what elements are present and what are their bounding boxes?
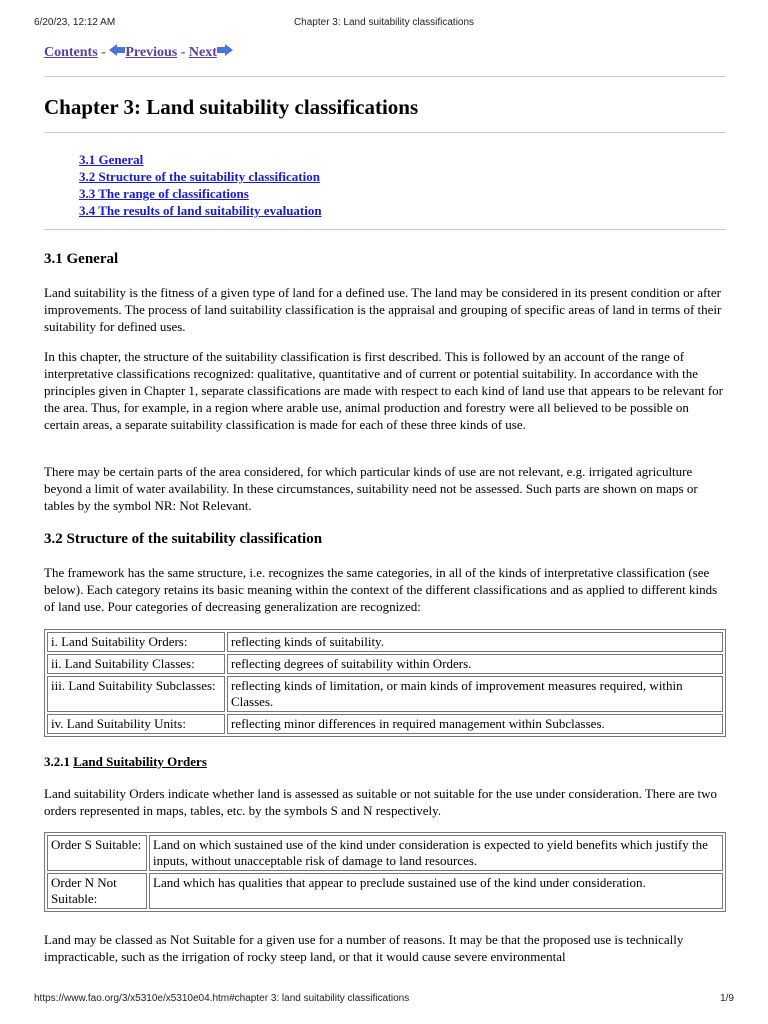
paragraph: There may be certain parts of the area considered, for which particular kinds of use are not relevant, e.g. irrigated agriculture beyond a limit of water availability. In these circumstances, suitability need not be assessed. Such parts are shown on maps or tables by the symbol NR: Not Relevant. — [44, 464, 698, 513]
next-link[interactable]: Next — [188, 45, 217, 61]
table-row — [47, 714, 723, 734]
nav-separator: - — [101, 45, 106, 61]
toc-link-results[interactable]: 3.4 The results of land suitability evaluation — [79, 203, 322, 218]
table-row — [47, 632, 723, 652]
print-page-number: 1/9 — [720, 993, 734, 1004]
order-term: Order N Not Suitable: — [47, 873, 147, 909]
paragraph: Land suitability Orders indicate whether land is assessed as suitable or not suitable for the use under consideration. There are two orders represented in maps, tables, etc. by the symbols S and N respectively. — [44, 786, 718, 818]
table-row — [47, 676, 723, 712]
print-doc-title: Chapter 3: Land suitability classifications — [293, 17, 475, 28]
print-datetime: 6/20/23, 12:12 AM — [34, 17, 116, 28]
page-title: Chapter 3: Land suitability classifications — [44, 95, 419, 119]
category-description: reflecting degrees of suitability within Orders. — [227, 654, 723, 674]
paragraph: The framework has the same structure, i.e. recognizes the same categories, in all of the kinds of interpretative classification (see below). Each category retains its basic meaning within the context of the different classifications and as applied to different kinds of land use. Pour categories of decreasing generalization are recognized: — [44, 565, 718, 614]
table-row — [47, 835, 723, 871]
contents-link[interactable]: Contents — [44, 45, 98, 61]
suitability-orders-table — [44, 832, 726, 912]
order-description: Land on which sustained use of the kind under consideration is expected to yield benefits which justify the inputs, without unacceptable risk of damage to land resources. — [149, 835, 723, 871]
subsection-number: 3.2.1 — [44, 754, 70, 769]
paragraph: In this chapter, the structure of the suitability classification is first described. This is followed by an account of the range of interpretative classifications recognized: qualitative, quantitative and of current or potential suitability. In accordance with the principles given in Chapter 1, separate classifications are made with respect to each kind of land use that appears to be relevant for the area. Thus, for example, in a region where arable use, animal production and forestry were all believed to be possible on certain areas, a separate suitability classification is made for each of these three kinds of use. — [44, 349, 723, 432]
category-description: reflecting kinds of limitation, or main kinds of improvement measures required, within Classes. — [227, 676, 723, 712]
paragraph: Land suitability is the fitness of a given type of land for a defined use. The land may be considered in its present condition or after improvements. The process of land suitability classification is the appraisal and grouping of specific areas of land in terms of their suitability for defined uses. — [44, 285, 722, 334]
category-description: reflecting kinds of suitability. — [227, 632, 723, 652]
toc-link-range[interactable]: 3.3 The range of classifications — [79, 186, 249, 201]
nav-separator: - — [180, 45, 186, 61]
toc-link-general[interactable]: 3.1 General — [79, 152, 144, 167]
order-term: Order S Suitable: — [47, 835, 147, 871]
toc-link-structure[interactable]: 3.2 Structure of the suitability classification — [79, 169, 320, 184]
table-of-contents — [79, 151, 322, 219]
navigation-bar — [44, 44, 726, 62]
divider — [44, 76, 726, 77]
order-description: Land which has qualities that appear to preclude sustained use of the kind under consideration. — [149, 873, 723, 909]
previous-arrow-icon[interactable] — [109, 44, 125, 62]
land-suitability-orders-link[interactable]: Land Suitability Orders — [73, 754, 207, 769]
category-term: iv. Land Suitability Units: — [47, 714, 225, 734]
section-heading-3-2: 3.2 Structure of the suitability classification — [44, 531, 323, 547]
paragraph: Land may be classed as Not Suitable for a given use for a number of reasons. It may be that the proposed use is technically impracticable, such as the irrigation of rocky steep land, or that it would cause severe environmental — [44, 932, 684, 964]
category-term: iii. Land Suitability Subclasses: — [47, 676, 225, 712]
table-row — [47, 654, 723, 674]
page-content — [44, 44, 726, 964]
subsection-heading-3-2-1 — [44, 753, 207, 770]
previous-link[interactable]: Previous — [125, 45, 178, 61]
category-term: i. Land Suitability Orders: — [47, 632, 225, 652]
category-description: reflecting minor differences in required management within Subclasses. — [227, 714, 723, 734]
table-row — [47, 873, 723, 909]
section-heading-3-1: 3.1 General — [44, 251, 119, 267]
divider — [44, 229, 726, 230]
next-arrow-icon[interactable] — [217, 44, 233, 62]
category-term: ii. Land Suitability Classes: — [47, 654, 225, 674]
suitability-categories-table — [44, 629, 726, 737]
divider — [44, 132, 726, 133]
print-url: https://www.fao.org/3/x5310e/x5310e04.htm#chapter 3: land suitability classifications — [34, 993, 410, 1004]
